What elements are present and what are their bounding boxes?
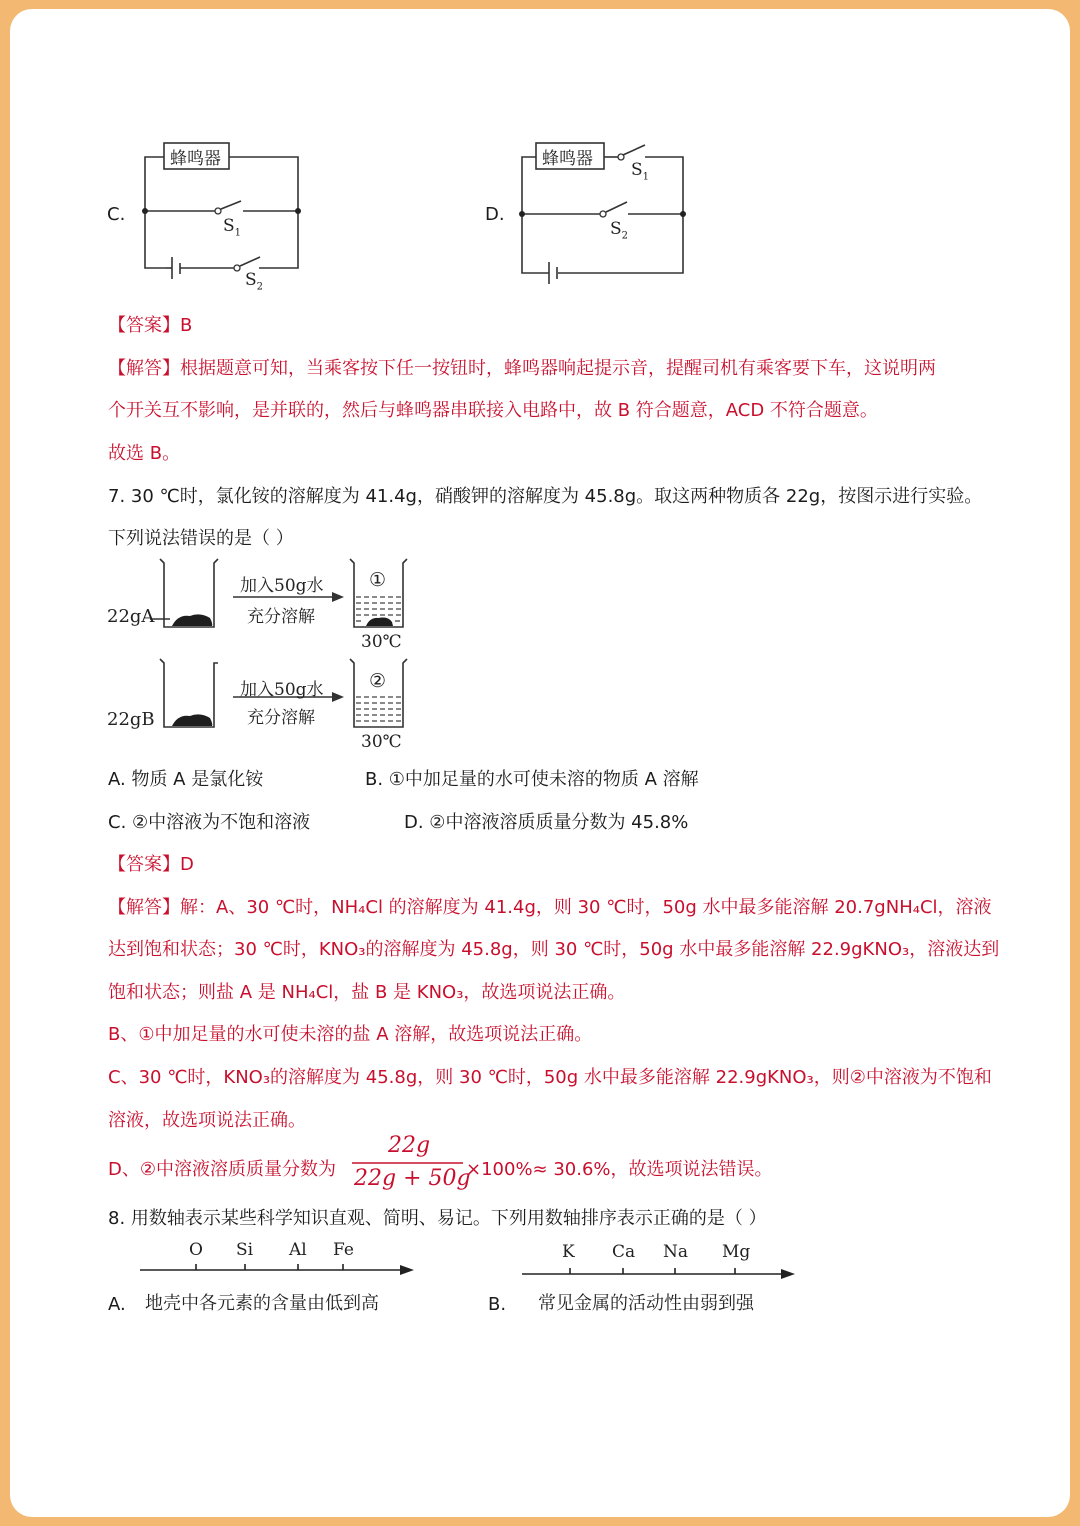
arrow-label-top-1: 加入50g水 (240, 576, 324, 596)
axis-b-item-2: Ca (612, 1242, 636, 1262)
q7-option-c: C. ②中溶液为不饱和溶液 (108, 812, 311, 833)
switch-s1-label-d: $S_1$ (631, 160, 650, 183)
axis-a-item-1: O (189, 1240, 203, 1260)
axis-a-item-2: Si (236, 1240, 254, 1260)
option-d-label: D. (485, 204, 505, 225)
q7-analysis-line7-suffix: ×100%≈ 30.6%，故选项说法错误。 (466, 1159, 773, 1180)
q6-analysis-line3: 故选 B。 (108, 443, 181, 464)
q8-option-b-label: B. (488, 1294, 507, 1315)
q7-analysis-line1: 【解答】解：A、30 ℃时，NH₄Cl 的溶解度为 41.4g，则 30 ℃时，50g 水中最多能溶解 20.7gNH₄Cl，溶液 (108, 897, 992, 918)
q7-analysis-line3: 饱和状态；则盐 A 是 NH₄Cl，盐 B 是 KNO₃，故选项说法正确。 (108, 982, 626, 1003)
fraction-denominator: 22g + 50g (354, 1166, 471, 1191)
buzzer-label-c: 蜂鸣器 (170, 149, 221, 169)
axis-a-item-3: Al (289, 1240, 307, 1260)
q7-analysis-line4: B、①中加足量的水可使未溶的盐 A 溶解，故选项说法正确。 (108, 1024, 593, 1045)
axis-b-item-4: Mg (722, 1242, 751, 1262)
q7-analysis-line5: C、30 ℃时，KNO₃的溶解度为 45.8g，则 30 ℃时，50g 水中最多能溶解 22.9gKNO₃，则②中溶液为不饱和 (108, 1067, 992, 1088)
q8-option-a-label: A. (108, 1294, 126, 1315)
q6-answer: 【答案】B (108, 315, 193, 336)
q7-answer: 【答案】D (108, 854, 194, 875)
q6-analysis-line1: 【解答】根据题意可知，当乘客按下任一按钮时，蜂鸣器响起提示音，提醒司机有乘客要下车，这说明两 (108, 358, 936, 379)
fraction-numerator: 22g (388, 1133, 431, 1158)
beaker-1-temp: 30℃ (361, 632, 402, 652)
axis-b-item-1: K (562, 1242, 575, 1262)
axis-b-caption: 常见金属的活动性由弱到强 (538, 1293, 754, 1314)
beaker-1-marker: ① (369, 569, 387, 591)
beaker-2-marker: ② (369, 670, 387, 692)
q7-stem-line1: 7. 30 ℃时，氯化铵的溶解度为 41.4g，硝酸钾的溶解度为 45.8g。取这两种物质各 22g，按图示进行实验。 (108, 486, 983, 507)
switch-s1-label-c: $S_1$ (223, 216, 242, 239)
q7-option-a: A. 物质 A 是氯化铵 (108, 769, 264, 790)
substance-b-label: 22gB (107, 709, 155, 730)
q7-option-b: B. ①中加足量的水可使未溶的物质 A 溶解 (365, 769, 699, 790)
axis-a-caption: 地壳中各元素的含量由低到高 (145, 1293, 379, 1314)
option-c-label: C. (107, 204, 126, 225)
switch-s2-label-d: $S_2$ (610, 219, 629, 242)
q7-stem-line2: 下列说法错误的是（ ） (108, 528, 294, 549)
arrow-label-top-2: 加入50g水 (240, 680, 324, 700)
switch-s2-label-c: $S_2$ (245, 270, 264, 293)
q7-analysis-line6: 溶液，故选项说法正确。 (108, 1110, 306, 1131)
substance-a-label: 22gA (107, 606, 155, 627)
beaker-2-temp: 30℃ (361, 732, 402, 752)
arrow-label-bottom-2: 充分溶解 (247, 708, 315, 728)
axis-a-item-4: Fe (333, 1240, 354, 1260)
q6-analysis-line2: 个开关互不影响，是并联的，然后与蜂鸣器串联接入电路中，故 B 符合题意，ACD 不符合题意。 (108, 400, 878, 421)
q8-stem: 8. 用数轴表示某些科学知识直观、简明、易记。下列用数轴排序表示正确的是（ ） (108, 1208, 767, 1229)
q7-option-d: D. ②中溶液溶质质量分数为 45.8% (404, 812, 689, 833)
q7-analysis-line2: 达到饱和状态；30 ℃时，KNO₃的溶解度为 45.8g，则 30 ℃时，50g 水中最多能溶解 22.9gKNO₃，溶液达到 (108, 939, 1000, 960)
buzzer-label-d: 蜂鸣器 (542, 149, 593, 169)
arrow-label-bottom-1: 充分溶解 (247, 607, 315, 627)
axis-b-item-3: Na (663, 1242, 689, 1262)
q7-analysis-line7-prefix: D、②中溶液溶质质量分数为 (108, 1159, 336, 1180)
